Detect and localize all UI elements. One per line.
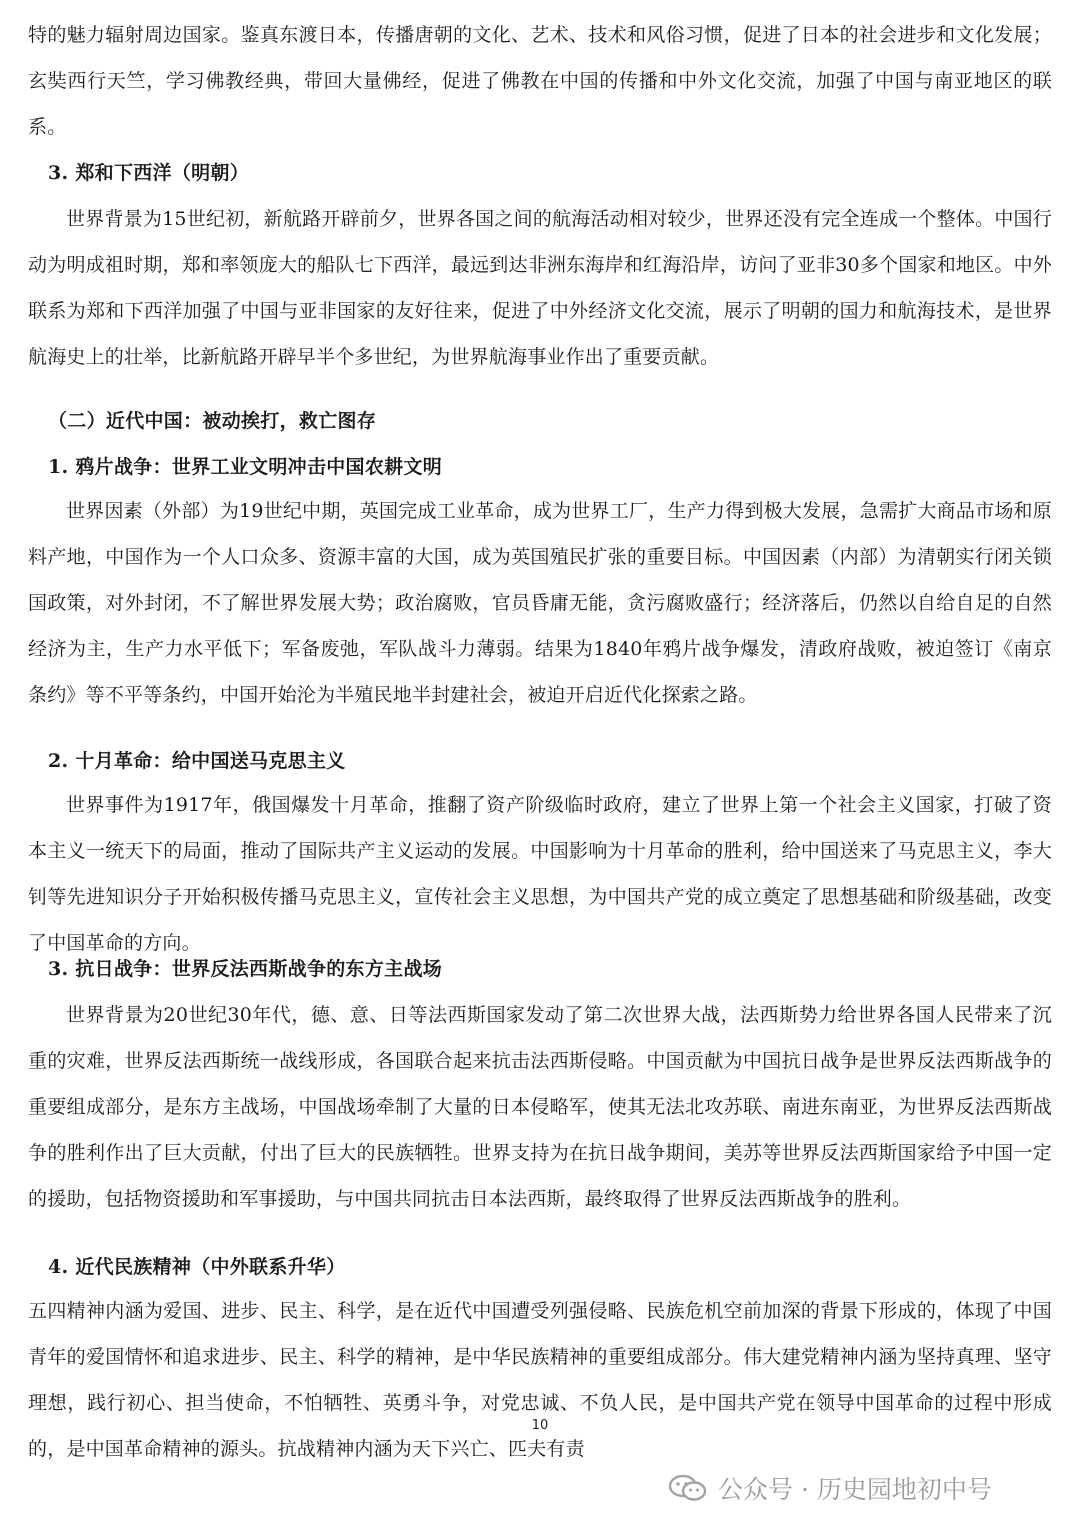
paragraph-tang-exchange: 特的魅力辐射周边国家。鉴真东渡日本，传播唐朝的文化、艺术、技术和风俗习惯，促进了日本的社会进步和文化发展；玄奘西行天竺，学习佛教经典，带回大量佛经，促进了佛教在中国的传播和中外文化交流，加强了中国与南亚地区的联系。 — [28, 24, 1052, 138]
heading-zhenghe: 3. 郑和下西洋（明朝） — [48, 162, 250, 184]
heading-opium-war: 1. 鸦片战争：世界工业文明冲击中国农耕文明 — [48, 456, 443, 478]
heading-national-spirit: 4. 近代民族精神（中外联系升华） — [48, 1256, 346, 1278]
paragraph-zhenghe: 世界背景为15世纪初，新航路开辟前夕，世界各国之间的航海活动相对较少，世界还没有完全连成一个整体。中国行动为明成祖时期，郑和率领庞大的船队七下西洋，最远到达非洲东海岸和红海沿岸，访问了亚非30多个国家和地区。中外联系为郑和下西洋加强了中国与亚非国家的友好往来，促进了中外经济文化交流，展示了明朝的国力和航海技术，是世界航海史上的壮举，比新航路开辟早半个多世纪，为世界航海事业作出了重要贡献。 — [28, 208, 1052, 368]
paragraph-opium-war: 世界因素（外部）为19世纪中期，英国完成工业革命，成为世界工厂，生产力得到极大发展，急需扩大商品市场和原料产地，中国作为一个人口众多、资源丰富的大国，成为英国殖民扩张的重要目标。中国因素（内部）为清朝实行闭关锁国政策，对外封闭，不了解世界发展大势；政治腐败，官员昏庸无能，贪污腐败盛行；经济落后，仍然以自给自足的自然经济为主，生产力水平低下；军备废弛，军队战斗力薄弱。结果为1840年鸦片战争爆发，清政府战败，被迫签订《南京条约》等不平等条约，中国开始沦为半殖民地半封建社会，被迫开启近代化探索之路。 — [28, 500, 1052, 706]
paragraph-october-revolution: 世界事件为1917年，俄国爆发十月革命，推翻了资产阶级临时政府，建立了世界上第一个社会主义国家，打破了资本主义一统天下的局面，推动了国际共产主义运动的发展。中国影响为十月革命的胜利，给中国送来了马克思主义，李大钊等先进知识分子开始积极传播马克思主义，宣传社会主义思想，为中国共产党的成立奠定了思想基础和阶级基础，改变了中国革命的方向。 — [28, 794, 1052, 954]
page-number: 10 — [531, 1418, 549, 1433]
wechat-official-account-icon — [668, 1473, 708, 1503]
paragraph-national-spirit: 五四精神内涵为爱国、进步、民主、科学，是在近代中国遭受列强侵略、民族危机空前加深的背景下形成的，体现了中国青年的爱国情怀和追求进步、民主、科学的精神，是中华民族精神的重要组成部分。伟大建党精神内涵为坚持真理、坚守理想，践行初心、担当使命，不怕牺牲、英勇斗争，对党忠诚、不负人民，是中国共产党在领导中国革命的过程中形成的，是中国革命精神的源头。抗战精神内涵为天下兴亡、匹夫有责 — [28, 1300, 1052, 1460]
heading-october-revolution: 2. 十月革命：给中国送马克思主义 — [48, 750, 346, 772]
watermark-text: 公众号 · 历史园地初中号 — [718, 1475, 992, 1504]
paragraph-anti-japanese-war: 世界背景为20世纪30年代，德、意、日等法西斯国家发动了第二次世界大战，法西斯势力给世界各国人民带来了沉重的灾难，世界反法西斯统一战线形成，各国联合起来抗击法西斯侵略。中国贡献为中国抗日战争是世界反法西斯战争的重要组成部分，是东方主战场，中国战场牵制了大量的日本侵略军，使其无法北攻苏联、南进东南亚，为世界反法西斯战争的胜利作出了巨大贡献，付出了巨大的民族牺牲。世界支持为在抗日战争期间，美苏等世界反法西斯国家给予中国一定的援助，包括物资援助和军事援助，与中国共同抗击日本法西斯，最终取得了世界反法西斯战争的胜利。 — [28, 1004, 1052, 1210]
watermark — [668, 1470, 992, 1506]
heading-section-modern-china: （二）近代中国：被动挨打，救亡图存 — [48, 410, 377, 432]
heading-anti-japanese-war: 3. 抗日战争：世界反法西斯战争的东方主战场 — [48, 958, 443, 980]
